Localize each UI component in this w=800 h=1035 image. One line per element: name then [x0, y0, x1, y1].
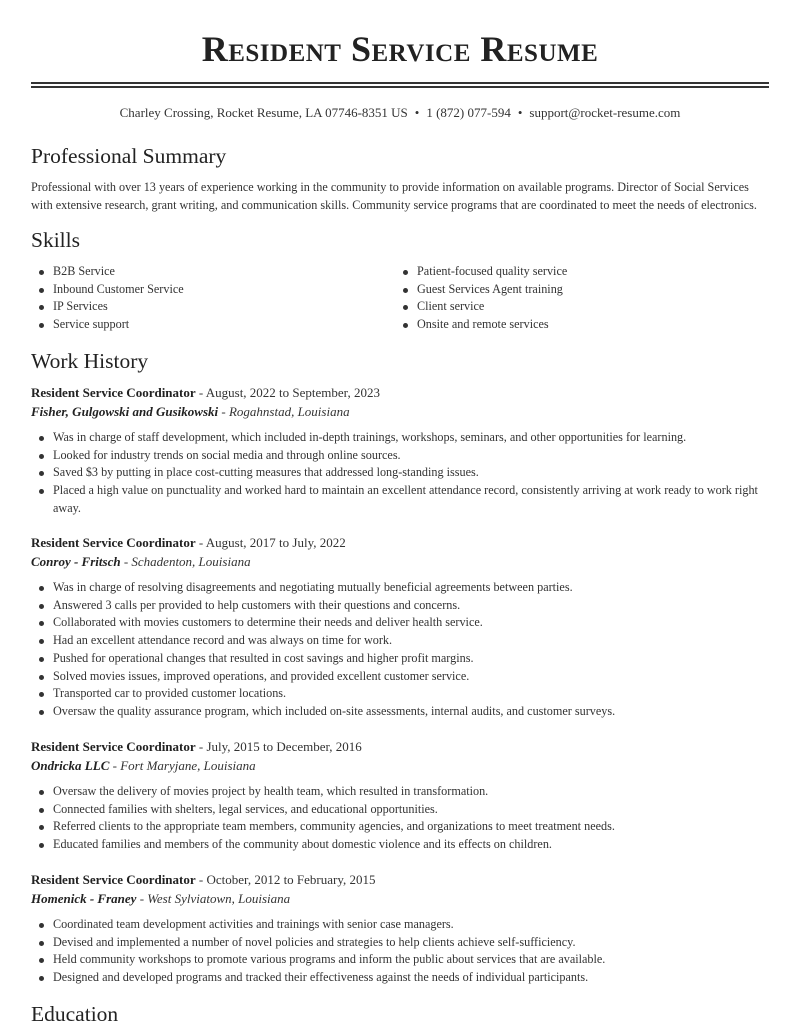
- skills-heading: Skills: [31, 228, 80, 252]
- job-company: Ondricka LLC: [31, 758, 110, 773]
- job-bullet: Transported car to provided customer locations.: [53, 685, 769, 703]
- education-heading: Education: [31, 1002, 119, 1026]
- skill-item: IP Services: [53, 298, 371, 316]
- contact-address: Charley Crossing, Rocket Resume, LA 07746-8351 US: [119, 105, 408, 120]
- skills-column-left: [31, 263, 371, 334]
- job-header: [31, 871, 769, 889]
- job-bullet: Collaborated with movies customers to determine their needs and deliver health service.: [53, 614, 769, 632]
- job-company: Fisher, Gulgowski and Gusikowski: [31, 404, 219, 419]
- job-bullet: Solved movies issues, improved operations, and provided excellent customer service.: [53, 668, 769, 686]
- job-bullet: Referred clients to the appropriate team members, community agencies, and organizations to meet treatment needs.: [53, 818, 769, 836]
- job-bullet: Saved $3 by putting in place cost-cutting measures that addressed long-standing issues.: [53, 464, 769, 482]
- job-bullet: Was in charge of resolving disagreements and negotiating mutually beneficial agreements between parties.: [53, 579, 769, 597]
- job-dates: - July, 2015 to December, 2016: [195, 739, 362, 754]
- skill-item: Client service: [417, 298, 735, 316]
- work-history-heading: Work History: [31, 349, 149, 373]
- job-location: - Schadenton, Louisiana: [120, 554, 251, 569]
- job-bullet: Oversaw the delivery of movies project by health team, which resulted in transformation.: [53, 783, 769, 801]
- skill-item: Patient-focused quality service: [417, 263, 735, 281]
- skill-item: B2B Service: [53, 263, 371, 281]
- job-bullet: Connected families with shelters, legal services, and educational opportunities.: [53, 801, 769, 819]
- job-role: Resident Service Coordinator: [31, 872, 196, 887]
- job-company: Conroy - Fritsch: [31, 554, 121, 569]
- job-bullet: Coordinated team development activities and trainings with senior case managers.: [53, 916, 769, 934]
- contact-email: support@rocket-resume.com: [529, 105, 681, 120]
- job-bullet: Pushed for operational changes that resulted in cost savings and higher profit margins.: [53, 650, 769, 668]
- job-header: [31, 384, 769, 402]
- job-employer: [31, 890, 769, 908]
- contact-line: [31, 104, 769, 122]
- job-location: - West Sylviatown, Louisiana: [136, 891, 291, 906]
- skill-item: Onsite and remote services: [417, 316, 735, 334]
- job-bullet: Had an excellent attendance record and was always on time for work.: [53, 632, 769, 650]
- job-employer: [31, 553, 769, 571]
- job-bullet: Looked for industry trends on social media and through online sources.: [53, 447, 769, 465]
- job-entry: [31, 871, 769, 987]
- job-employer: [31, 757, 769, 775]
- contact-separator: •: [517, 105, 523, 120]
- job-entry: [31, 384, 769, 518]
- resume-title: Resident Service Resume: [201, 29, 599, 69]
- job-bullet: Answered 3 calls per provided to help customers with their questions and concerns.: [53, 597, 769, 615]
- job-bullet: Oversaw the quality assurance program, which included on-site assessments, internal audits, and customer surveys.: [53, 703, 769, 721]
- job-header: [31, 534, 769, 552]
- job-dates: - October, 2012 to February, 2015: [195, 872, 376, 887]
- job-bullet: Designed and developed programs and tracked their effectiveness against the needs of individual participants.: [53, 969, 769, 987]
- job-entry: [31, 738, 769, 854]
- job-bullet: Devised and implemented a number of novel policies and strategies to help clients achieve self-sufficiency.: [53, 934, 769, 952]
- summary-text: Professional with over 13 years of experience working in the community to provide information on available programs. Director of Social Services with extensive research, grant writing, and communication skills. Community service programs that are coordinated to meet the needs of electronics.: [31, 180, 757, 212]
- job-location: - Rogahnstad, Louisiana: [218, 404, 350, 419]
- skill-item: Guest Services Agent training: [417, 281, 735, 299]
- job-bullet: Placed a high value on punctuality and worked hard to maintain an excellent attendance record, consistently arriving at work ready to work right away.: [53, 482, 769, 517]
- summary-heading: Professional Summary: [31, 144, 227, 168]
- job-bullet: Educated families and members of the community about domestic violence and its effects on children.: [53, 836, 769, 854]
- skill-item: Inbound Customer Service: [53, 281, 371, 299]
- title-divider-bottom: [31, 86, 769, 88]
- skills-column-right: [395, 263, 735, 334]
- job-dates: - August, 2022 to September, 2023: [195, 385, 380, 400]
- job-location: - Fort Maryjane, Louisiana: [109, 758, 256, 773]
- job-employer: [31, 403, 769, 421]
- job-bullet: Held community workshops to promote various programs and inform the public about services that are available.: [53, 951, 769, 969]
- job-role: Resident Service Coordinator: [31, 739, 196, 754]
- skill-item: Service support: [53, 316, 371, 334]
- title-divider-top: [31, 82, 769, 84]
- job-bullet: Was in charge of staff development, which included in-depth trainings, workshops, seminars, and other opportunities for learning.: [53, 429, 769, 447]
- job-company: Homenick - Franey: [31, 891, 137, 906]
- contact-separator: •: [414, 105, 420, 120]
- job-role: Resident Service Coordinator: [31, 385, 196, 400]
- job-dates: - August, 2017 to July, 2022: [195, 535, 346, 550]
- job-role: Resident Service Coordinator: [31, 535, 196, 550]
- job-entry: [31, 534, 769, 721]
- contact-phone: 1 (872) 077-594: [426, 105, 511, 120]
- job-header: [31, 738, 769, 756]
